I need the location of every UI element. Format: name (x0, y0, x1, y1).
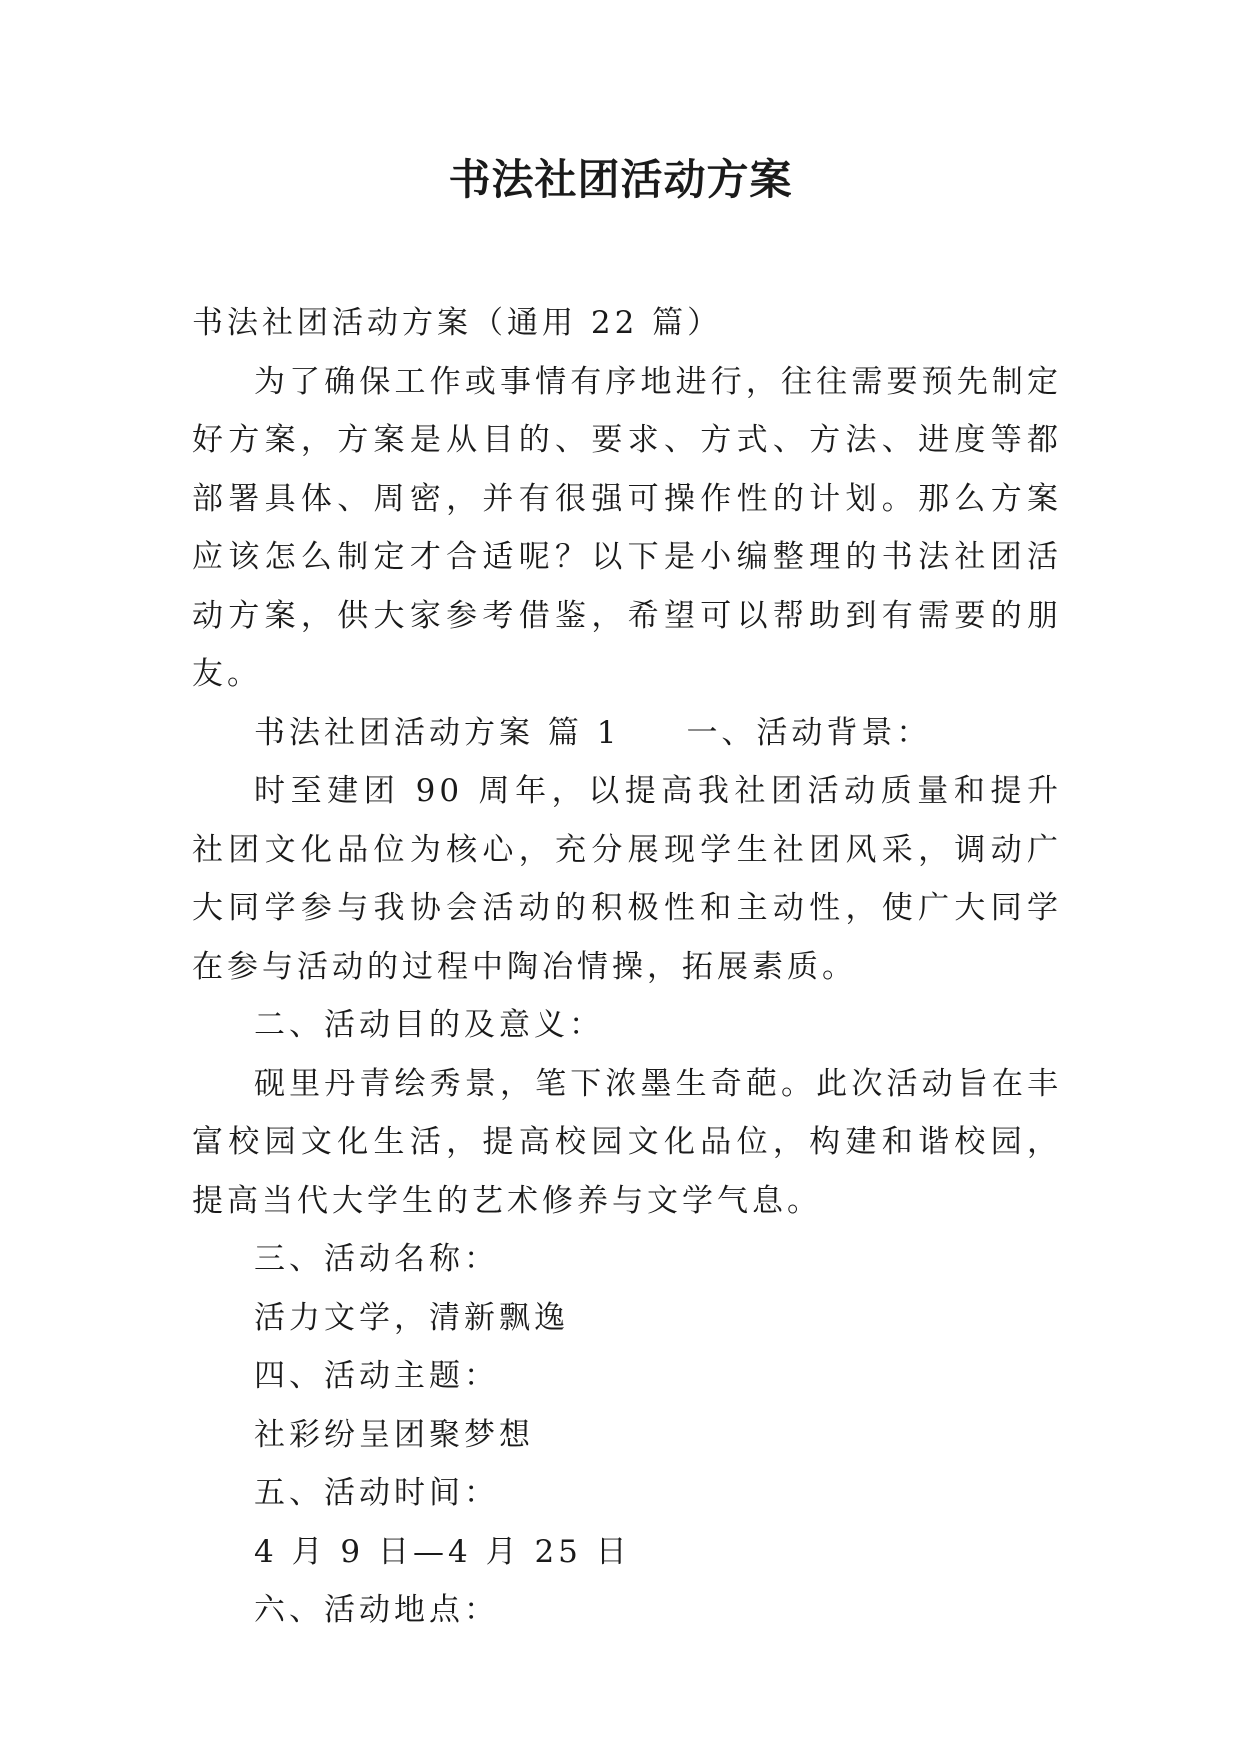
purpose-heading: 二、活动目的及意义： (254, 1007, 604, 1043)
time-paragraph: 4 月 9 日—4 月 25 日 (254, 1533, 631, 1570)
section-heading-line (192, 704, 1062, 763)
place-heading: 六、活动地点： (254, 1592, 499, 1628)
document-subtitle: 书法社团活动方案（通用 22 篇） (192, 305, 723, 341)
name-heading: 三、活动名称： (254, 1241, 499, 1277)
intro-paragraph: 为了确保工作或事情有序地进行，往往需要预先制定好方案，方案是从目的、要求、方式、方法、进度等都部署具体、周密，并有很强可操作性的计划。那么方案应该怎么制定才合适呢？以下是小编整理的书法社团活动方案，供大家参考借鉴，希望可以帮助到有需要的朋友。 (192, 363, 1062, 692)
name-paragraph: 活力文学，清新飘逸 (254, 1299, 569, 1336)
document-body (192, 294, 1062, 1640)
purpose-paragraph: 砚里丹青绘秀景，笔下浓墨生奇葩。此次活动旨在丰富校园文化生活，提高校园文化品位，构建和谐校园，提高当代大学生的艺术修养与文学气息。 (192, 1065, 1062, 1219)
background-heading: 一、活动背景： (686, 714, 932, 751)
section-1-heading: 书法社团活动方案 篇 1 (254, 714, 621, 751)
theme-heading: 四、活动主题： (254, 1358, 499, 1394)
document-title: 书法社团活动方案 (448, 155, 793, 204)
theme-paragraph: 社彩纷呈团聚梦想 (254, 1416, 534, 1453)
background-paragraph: 时至建团 90 周年，以提高我社团活动质量和提升社团文化品位为核心，充分展现学生社团风采，调动广大同学参与我协会活动的积极性和主动性，使广大同学在参与活动的过程中陶冶情操，拓展素质。 (192, 773, 1062, 985)
time-heading: 五、活动时间： (254, 1475, 499, 1511)
